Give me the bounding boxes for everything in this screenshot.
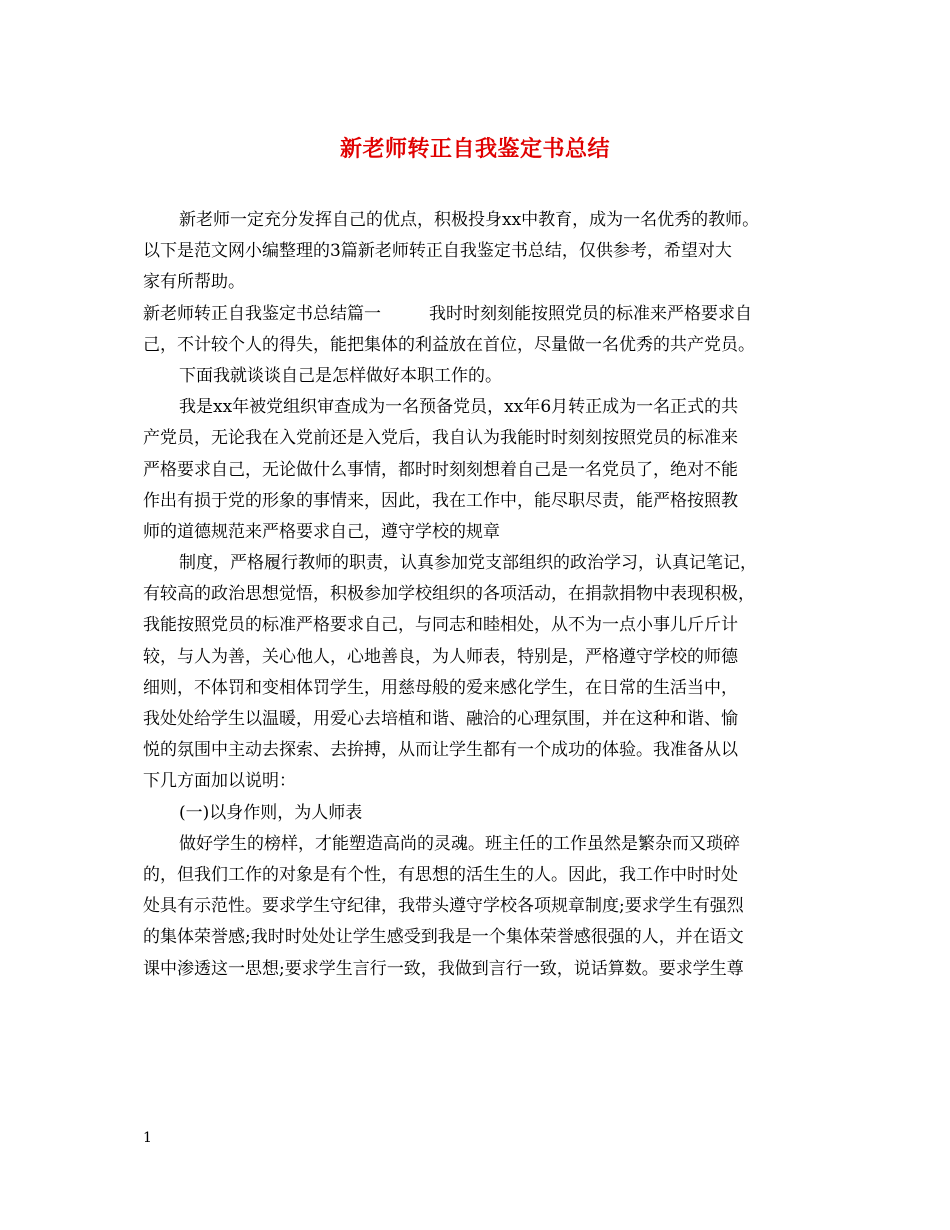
body-line: 新老师一定充分发挥自己的优点，积极投身xx中教育，成为一名优秀的教师。 — [179, 210, 760, 230]
document-title: 新老师转正自我鉴定书总结 — [339, 136, 610, 162]
section-heading-line — [143, 299, 825, 330]
body-line: 做好学生的榜样，才能塑造高尚的灵魂。班主任的工作虽然是繁杂而又琐碎 — [179, 833, 740, 854]
body-line: 师的道德规范来严格要求自己，遵守学校的规章 — [143, 521, 500, 542]
body-line: 以下是范文网小编整理的3篇新老师转正自我鉴定书总结，仅供参考，希望对大 — [143, 241, 732, 262]
body-line: 课中渗透这一思想;要求学生言行一致，我做到言行一致，说话算数。要求学生尊 — [143, 958, 744, 979]
body-line: 产党员，无论我在入党前还是入党后，我自认为我能时时刻刻按照党员的标准来 — [143, 428, 738, 449]
body-line: 己，不计较个人的得失，能把集体的利益放在首位，尽量做一名优秀的共产党员。 — [143, 334, 755, 355]
document-body — [143, 205, 825, 985]
body-line: 细则，不体罚和变相体罚学生，用慈母般的爱来感化学生，在日常的生活当中， — [143, 677, 738, 698]
section-heading: 新老师转正自我鉴定书总结篇一 — [143, 303, 381, 324]
body-line: 有较高的政治思想觉悟，积极参加学校组织的各项活动，在捐款捐物中表现积极， — [143, 584, 755, 605]
subsection-heading: (一)以身作则，为人师表 — [179, 802, 363, 823]
body-line: 我处处给学生以温暖，用爱心去培植和谐、融洽的心理氛围，并在这种和谐、愉 — [143, 709, 738, 729]
body-line: 下几方面加以说明： — [143, 771, 296, 792]
body-line: 悦的氛围中主动去探索、去拚搏，从而让学生都有一个成功的体验。我准备从以 — [143, 740, 738, 761]
body-line: 下面我就谈谈自己是怎样做好本职工作的。 — [179, 365, 502, 386]
body-line: 制度，严格履行教师的职责，认真参加党支部组织的政治学习，认真记笔记， — [179, 553, 757, 574]
body-line: 的，但我们工作的对象是有个性，有思想的活生生的人。因此，我工作中时时处 — [143, 864, 738, 885]
body-line: 我是xx年被党组织审查成为一名预备党员，xx年6月转正成为一名正式的共 — [179, 397, 739, 418]
body-line: 作出有损于党的形象的事情来，因此，我在工作中，能尽职尽责，能严格按照教 — [143, 490, 738, 511]
body-line: 较，与人为善，关心他人，心地善良，为人师表，特别是，严格遵守学校的师德 — [143, 646, 738, 667]
body-text: 我时时刻刻能按照党员的标准来严格要求自 — [429, 303, 752, 324]
body-line: 我能按照党员的标准严格要求自己，与同志和睦相处，从不为一点小事儿斤斤计 — [143, 615, 738, 636]
body-line: 的集体荣誉感;我时时处处让学生感受到我是一个集体荣誉感很强的人，并在语文 — [143, 927, 744, 948]
body-line: 家有所帮助。 — [143, 272, 245, 293]
page-number: 1 — [143, 1130, 152, 1146]
body-line: 严格要求自己，无论做什么事情，都时时刻刻想着自己是一名党员了，绝对不能 — [143, 459, 738, 480]
body-line: 处具有示范性。要求学生守纪律，我带头遵守学校各项规章制度;要求学生有强烈 — [143, 896, 744, 917]
